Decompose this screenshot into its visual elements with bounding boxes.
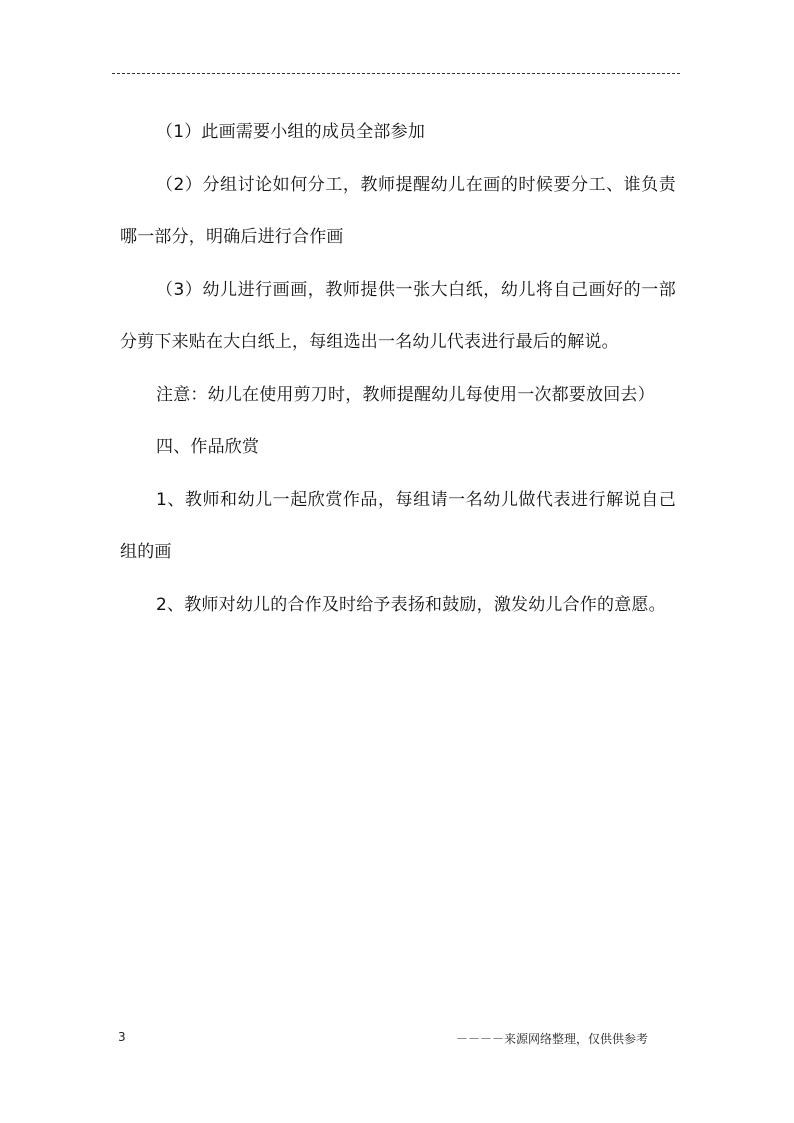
paragraph-step-1: （1）此画需要小组的成员全部参加 [156,122,426,142]
paragraph-step-2: （2）分组讨论如何分工，教师提醒幼儿在画的时候要分工、谁负责哪一部分，明确后进行合作画 [120,174,676,247]
paragraph-appreciation-2: 2、教师对幼儿的合作及时给予表扬和鼓励，激发幼儿合作的意愿。 [156,594,666,615]
document-body [120,106,676,631]
footer-source-note: －－－－来源网络整理，仅供供参考 [456,1032,649,1046]
section-heading-appreciation: 四、作品欣赏 [156,437,260,457]
page-number: 3 [118,1030,126,1044]
header-dashed-rule [112,73,680,74]
paragraph-note: 注意：幼儿在使用剪刀时，教师提醒幼儿每使用一次都要放回去） [156,384,655,405]
paragraph-appreciation-1: 1、教师和幼儿一起欣赏作品，每组请一名幼儿做代表进行解说自己组的画 [120,489,676,562]
paragraph-step-3: （3）幼儿进行画画，教师提供一张大白纸，幼儿将自己画好的一部分剪下来贴在大白纸上，每组选出一名幼儿代表进行最后的解说。 [120,279,676,352]
